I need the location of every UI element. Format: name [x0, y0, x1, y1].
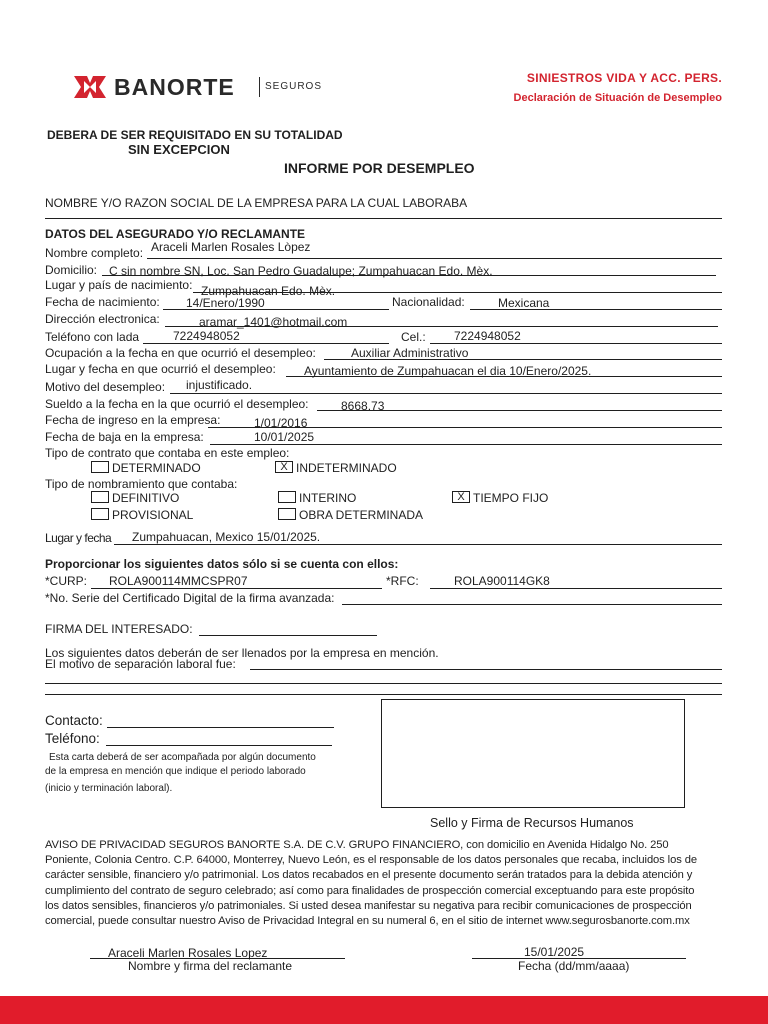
brand-name: BANORTE: [114, 74, 235, 100]
curp-field-line[interactable]: [91, 588, 382, 589]
separation-reason-line-3[interactable]: [45, 694, 722, 695]
provisional-checkbox[interactable]: [91, 508, 109, 520]
company-label: NOMBRE Y/O RAZON SOCIAL DE LA EMPRESA PARA LA CUAL LABORABA: [45, 196, 468, 210]
provisional-label: PROVISIONAL: [112, 508, 194, 522]
hire-date-label: Fecha de ingreso en la empresa:: [45, 413, 221, 427]
brand-divider: [259, 77, 260, 97]
signature-line[interactable]: [199, 635, 377, 636]
hire-date-field[interactable]: 1/01/2016: [254, 416, 308, 430]
phone-field[interactable]: 7224948052: [173, 329, 240, 343]
name-field-line[interactable]: [147, 258, 722, 259]
letter-note-1: Esta carta deberá de ser acompañada por algún documento: [49, 752, 316, 763]
footer-bar: [0, 996, 768, 1024]
place-date-field[interactable]: Ayuntamiento de Zumpahuacan el dia 10/Enero/2025.: [304, 364, 592, 378]
name-label: Nombre completo:: [45, 246, 144, 260]
obra-determinada-label: OBRA DETERMINADA: [299, 508, 424, 522]
place-date-sign-field[interactable]: Zumpahuacan, Mexico 15/01/2025.: [132, 530, 321, 544]
leave-date-field-line[interactable]: [210, 444, 722, 445]
determinado-checkbox[interactable]: [91, 461, 109, 473]
separation-reason-label: El motivo de separación laboral fue:: [45, 657, 236, 671]
occupation-field[interactable]: Auxiliar Administrativo: [351, 346, 469, 360]
contract-type-label: Tipo de contrato que contaba en este empleo:: [45, 446, 290, 460]
indeterminado-checkbox[interactable]: X: [275, 461, 293, 473]
birthplace-label: Lugar y país de nacimiento:: [45, 278, 193, 292]
definitivo-checkbox[interactable]: [91, 491, 109, 503]
email-label: Dirección electronica:: [45, 312, 160, 326]
privacy-line: los datos sensibles, financieros y/o patrimoniales. Si usted desea manifestar su negativa para recibir comunicaciones de prospección: [45, 899, 692, 912]
privacy-line: AVISO DE PRIVACIDAD SEGUROS BANORTE S.A. DE C.V. GRUPO FINANCIERO, con domicilio en Avenida Hidalgo No. 250: [45, 839, 669, 851]
salary-label: Sueldo a la fecha en la que ocurrió el desempleo:: [45, 397, 309, 411]
privacy-line: cumplimiento del contrato de seguro celebrado; así como para finalidades de prospección comercial exceptuando para este propósito: [45, 884, 695, 897]
reason-field-line[interactable]: [170, 393, 722, 394]
date-label: Fecha (dd/mm/aaaa): [518, 959, 630, 973]
separation-reason-line-1[interactable]: [250, 669, 722, 670]
insured-section-title: DATOS DEL ASEGURADO Y/O RECLAMANTE: [45, 227, 306, 241]
banorte-logo-icon: [72, 74, 108, 100]
reason-label: Motivo del desempleo:: [45, 380, 166, 394]
privacy-notice: [45, 838, 735, 929]
hr-stamp-label: Sello y Firma de Recursos Humanos: [430, 816, 634, 830]
phone-label: Teléfono con lada: [45, 330, 140, 344]
rfc-field-line[interactable]: [430, 588, 722, 589]
tiempo-fijo-label: TIEMPO FIJO: [473, 491, 549, 505]
date-field[interactable]: 15/01/2025: [524, 945, 585, 959]
nationality-field[interactable]: Mexicana: [498, 296, 550, 310]
leave-date-field[interactable]: 10/01/2025: [254, 430, 315, 444]
address-label: Domicilio:: [45, 263, 98, 277]
cell-field-line[interactable]: [430, 343, 722, 344]
name-field[interactable]: Araceli Marlen Rosales Lòpez: [151, 240, 311, 254]
appointment-type-label: Tipo de nombramiento que contaba:: [45, 477, 238, 491]
brand-sub: SEGUROS: [265, 81, 323, 92]
optional-title: Proporcionar los siguientes datos sólo si se cuenta con ellos:: [45, 557, 399, 571]
privacy-line: Poniente, Colonia Centro. C.P. 64000, Monterrey, Nuevo León, es el responsable de los datos personales que recaba, incluidos los de: [45, 854, 697, 867]
cert-field-line[interactable]: [342, 604, 722, 605]
letter-note-3: (inicio y terminación laboral).: [45, 783, 173, 794]
curp-field[interactable]: ROLA900114MMCSPR07: [109, 574, 248, 588]
leave-date-label: Fecha de baja en la empresa:: [45, 430, 204, 444]
letter-note-2: de la empresa en mención que indique el periodo laborado: [45, 766, 306, 777]
definitivo-label: DEFINITIVO: [112, 491, 180, 505]
banorte-logo: [72, 74, 332, 100]
hr-stamp-box[interactable]: [381, 699, 685, 808]
form-title: INFORME POR DESEMPLEO: [284, 160, 475, 176]
curp-label: *CURP:: [45, 574, 88, 588]
place-date-label: Lugar y fecha en que ocurrió el desempleo:: [45, 362, 276, 376]
company-line[interactable]: [45, 218, 722, 219]
determinado-label: DETERMINADO: [112, 461, 201, 475]
place-date-sign-line[interactable]: [114, 544, 722, 545]
contact-field-line[interactable]: [107, 727, 334, 728]
signature-label: FIRMA DEL INTERESADO:: [45, 622, 193, 636]
employer-phone-label: Teléfono:: [45, 731, 100, 746]
birthdate-field[interactable]: 14/Enero/1990: [186, 296, 265, 310]
separation-reason-line-2[interactable]: [45, 683, 722, 684]
nationality-label: Nacionalidad:: [392, 295, 465, 309]
rfc-label: *RFC:: [386, 574, 419, 588]
cell-field[interactable]: 7224948052: [454, 329, 521, 343]
interino-checkbox[interactable]: [278, 491, 296, 503]
requirement-line-1: DEBERA DE SER REQUISITADO EN SU TOTALIDAD: [47, 128, 343, 142]
cert-label: *No. Serie del Certificado Digital de la firma avanzada:: [45, 591, 335, 605]
address-field[interactable]: C sin nombre SN, Loc. San Pedro Guadalupe; Zumpahuacan Edo. Mèx.: [109, 264, 493, 278]
doc-title: SINIESTROS VIDA Y ACC. PERS.: [526, 71, 722, 85]
interino-label: INTERINO: [299, 491, 357, 505]
salary-field[interactable]: 8668.73: [341, 399, 385, 413]
doc-subtitle: Declaración de Situación de Desempleo: [513, 92, 722, 104]
privacy-line: comercial, puede consultar nuestro Aviso de Privacidad Integral en su numeral 6, en el sitio de internet www.segurosbanorte.com.mx: [45, 915, 690, 928]
privacy-line: carácter sensible, financiero y/o patrimonial. Los datos recabados en el presente documento serán tratados para la debida atención y: [45, 869, 693, 882]
tiempo-fijo-checkbox[interactable]: X: [452, 491, 470, 503]
cell-label: Cel.:: [401, 330, 426, 344]
email-field[interactable]: aramar_1401@hotmail.com: [199, 315, 348, 329]
requirement-line-2: SIN EXCEPCION: [128, 142, 230, 157]
contact-label: Contacto:: [45, 713, 103, 728]
birthdate-label: Fecha de nacimiento:: [45, 295, 160, 309]
reason-field[interactable]: injustificado.: [186, 378, 253, 392]
employer-note-1: Los siguientes datos deberán de ser llenados por la empresa en mención.: [45, 646, 439, 660]
claimant-label: Nombre y firma del reclamante: [128, 959, 293, 973]
rfc-field[interactable]: ROLA900114GK8: [454, 574, 550, 588]
birthplace-field[interactable]: Zumpahuacan Edo. Mèx.: [201, 284, 336, 298]
claimant-name-field[interactable]: Araceli Marlen Rosales Lopez: [108, 946, 268, 960]
occupation-label: Ocupación a la fecha en que ocurrió el desempleo:: [45, 346, 316, 360]
place-date-sign-label: Lugar y fecha: [45, 531, 112, 545]
phone-field-line[interactable]: [143, 343, 389, 344]
employer-phone-field-line[interactable]: [106, 745, 332, 746]
obra-determinada-checkbox[interactable]: [278, 508, 296, 520]
indeterminado-label: INDETERMINADO: [296, 461, 397, 475]
